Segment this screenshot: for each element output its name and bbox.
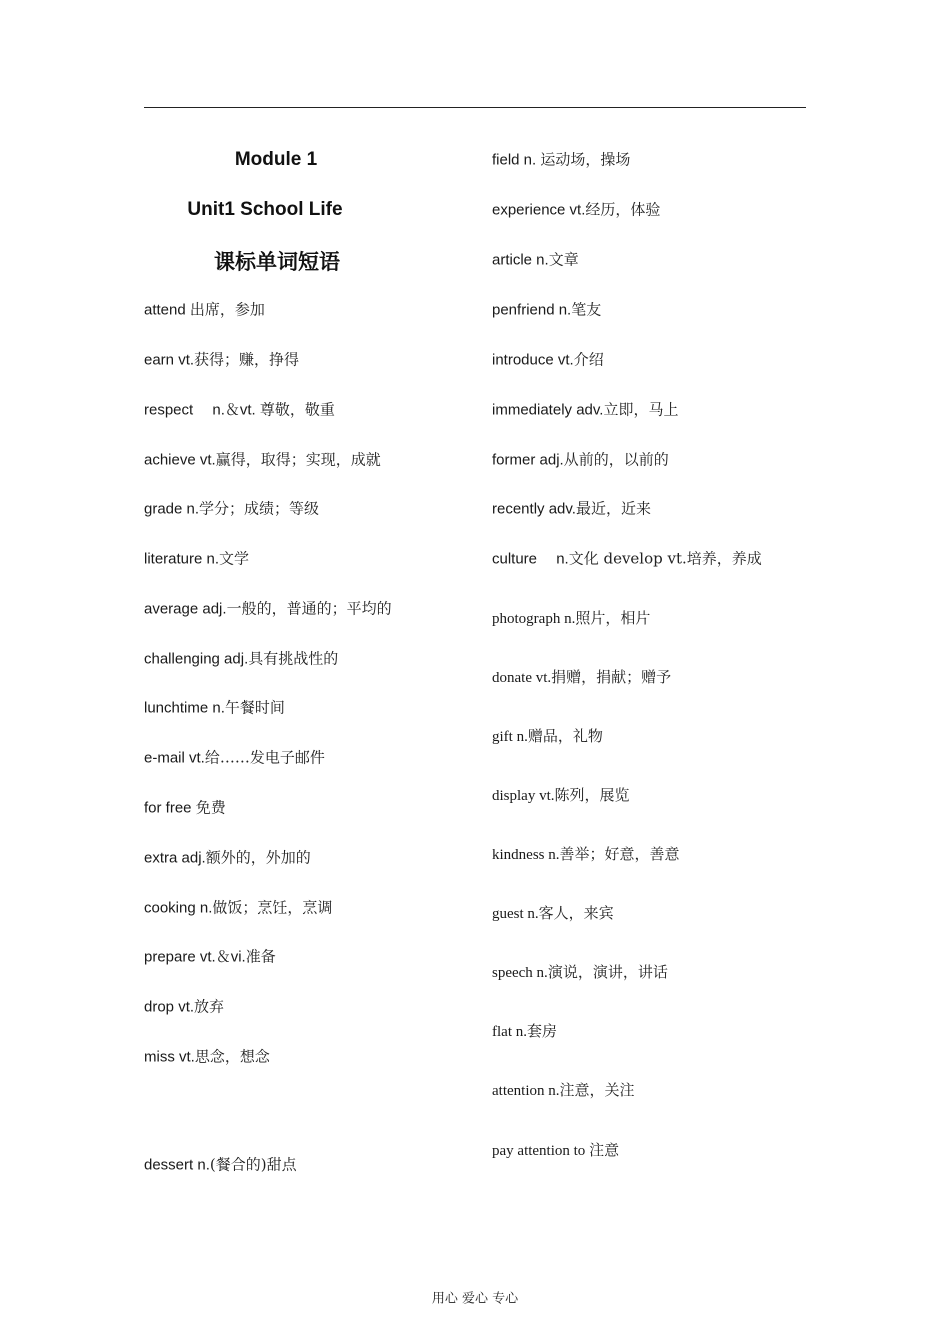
vocab-word: donate vt. bbox=[492, 670, 552, 686]
vocab-entry bbox=[144, 798, 226, 817]
vocab-word: for free bbox=[144, 799, 196, 817]
vocab-word: miss vt. bbox=[144, 1048, 195, 1066]
vocab-entry bbox=[492, 400, 679, 419]
vocab-entry bbox=[492, 788, 630, 804]
vocab-meaning: 放弃 bbox=[194, 997, 225, 1016]
vocab-word: gift n. bbox=[492, 729, 528, 745]
vocab-entry bbox=[144, 898, 333, 917]
vocab-entry bbox=[492, 1083, 635, 1099]
vocab-meaning: 注意 bbox=[589, 1141, 620, 1159]
vocab-meaning: 获得；赚，挣得 bbox=[194, 350, 300, 369]
vocab-meaning: 赠品，礼物 bbox=[527, 727, 603, 745]
vocab-word: extra adj. bbox=[144, 849, 206, 867]
vocab-word: flat n. bbox=[492, 1024, 527, 1040]
vocab-entry bbox=[492, 499, 651, 518]
vocab-meaning: 套房 bbox=[527, 1022, 558, 1040]
vocab-meaning: 学分；成绩；等级 bbox=[199, 499, 320, 518]
section-title: 课标单词短语 bbox=[214, 250, 340, 274]
vocab-entry bbox=[144, 549, 250, 568]
vocab-entry bbox=[144, 848, 311, 867]
vocab-entry bbox=[492, 250, 579, 269]
vocab-word: earn vt. bbox=[144, 351, 195, 369]
vocab-entry bbox=[144, 748, 325, 767]
vocab-meaning: 赢得，取得；实现，成就 bbox=[215, 450, 381, 469]
module-title: Module 1 bbox=[234, 149, 318, 170]
vocab-meaning: 免费 bbox=[195, 798, 226, 817]
vocab-word: article n. bbox=[492, 251, 549, 269]
vocab-entry bbox=[492, 611, 650, 627]
vocab-word: field n. bbox=[492, 151, 541, 169]
vocab-word: guest n. bbox=[492, 906, 539, 922]
vocab-word: display vt. bbox=[492, 788, 555, 804]
vocab-entry bbox=[492, 906, 614, 922]
vocab-entry bbox=[492, 1024, 557, 1040]
vocab-word: grade n. bbox=[144, 500, 200, 518]
vocab-meaning: 笔友 bbox=[571, 300, 602, 319]
vocab-meaning: 介绍 bbox=[573, 350, 604, 369]
header-rule bbox=[144, 107, 806, 108]
vocab-entry bbox=[492, 549, 762, 568]
vocab-word: literature n. bbox=[144, 550, 220, 568]
vocab-meaning: 具有挑战性的 bbox=[248, 649, 339, 668]
vocab-word: culture n. bbox=[492, 550, 569, 568]
vocab-word: challenging adj. bbox=[144, 650, 249, 668]
vocab-word: lunchtime n. bbox=[144, 699, 225, 717]
vocab-meaning: 立即，马上 bbox=[603, 400, 679, 419]
vocab-word: drop vt. bbox=[144, 998, 195, 1016]
vocab-entry bbox=[144, 400, 335, 419]
vocab-meaning: 注意，关注 bbox=[559, 1081, 635, 1099]
vocab-entry bbox=[144, 698, 285, 717]
vocab-entry bbox=[492, 965, 668, 981]
vocab-word: speech n. bbox=[492, 965, 548, 981]
unit-title: Unit1 School Life bbox=[187, 199, 343, 220]
vocab-word: e-mail vt. bbox=[144, 749, 205, 767]
vocab-meaning: 准备 bbox=[245, 947, 276, 966]
vocab-meaning: 照片，相片 bbox=[575, 609, 651, 627]
vocab-meaning: 尊敬，敬重 bbox=[259, 400, 335, 419]
vocab-meaning: 运动场，操场 bbox=[540, 150, 631, 169]
page-footer: 用心 爱心 专心 bbox=[431, 1291, 519, 1307]
vocab-meaning: 文学 bbox=[219, 549, 250, 568]
vocab-meaning: 额外的，外加的 bbox=[205, 848, 311, 867]
vocab-entry bbox=[144, 947, 276, 966]
vocab-meaning: 文化 develop vt.培养，养成 bbox=[568, 549, 762, 568]
vocab-entry bbox=[144, 450, 381, 469]
vocab-entry bbox=[144, 997, 225, 1016]
vocab-entry bbox=[144, 350, 300, 369]
vocab-meaning: 一般的，普通的；平均的 bbox=[226, 599, 392, 618]
vocab-word: recently adv. bbox=[492, 500, 576, 518]
vocab-meaning: (餐合的)甜点 bbox=[209, 1155, 297, 1174]
vocab-meaning: 做饭；烹饪，烹调 bbox=[212, 898, 333, 917]
vocab-entry bbox=[144, 1155, 297, 1174]
vocab-entry bbox=[492, 150, 631, 169]
vocab-entry bbox=[492, 350, 604, 369]
vocab-meaning: 思念，想念 bbox=[194, 1047, 270, 1066]
vocab-word: pay attention to bbox=[492, 1143, 590, 1159]
vocab-word: average adj. bbox=[144, 600, 227, 618]
vocab-meaning: 捐赠，捐献；赠予 bbox=[551, 668, 672, 686]
vocab-word: prepare vt.＆vi. bbox=[144, 948, 246, 966]
vocab-entry bbox=[144, 300, 265, 319]
vocab-entry bbox=[492, 450, 669, 469]
vocab-word: introduce vt. bbox=[492, 351, 574, 369]
vocab-entry bbox=[144, 1047, 270, 1066]
vocab-entry bbox=[144, 599, 392, 618]
vocab-meaning: 最近，近来 bbox=[575, 499, 651, 518]
vocab-word: dessert n. bbox=[144, 1156, 210, 1174]
vocab-word: photograph n. bbox=[492, 611, 576, 627]
vocab-meaning: 从前的，以前的 bbox=[563, 450, 669, 469]
vocab-word: former adj. bbox=[492, 451, 564, 469]
vocab-meaning: 午餐时间 bbox=[224, 698, 285, 717]
vocab-meaning: 陈列，展览 bbox=[554, 786, 630, 804]
vocab-entry bbox=[492, 670, 671, 686]
vocab-meaning: 善举；好意，善意 bbox=[559, 845, 680, 863]
vocab-entry bbox=[144, 649, 339, 668]
vocab-entry bbox=[492, 200, 661, 219]
vocab-word: attention n. bbox=[492, 1083, 560, 1099]
vocab-word: achieve vt. bbox=[144, 451, 216, 469]
vocab-entry bbox=[144, 499, 320, 518]
vocab-meaning: 给……发电子邮件 bbox=[204, 748, 325, 767]
vocab-meaning: 演说，演讲，讲话 bbox=[547, 963, 668, 981]
vocab-entry bbox=[492, 847, 680, 863]
vocab-word: kindness n. bbox=[492, 847, 560, 863]
vocab-word: immediately adv. bbox=[492, 401, 604, 419]
vocab-entry bbox=[492, 300, 602, 319]
vocab-entry bbox=[492, 1143, 619, 1159]
vocab-meaning: 经历，体验 bbox=[585, 200, 661, 219]
vocab-word: penfriend n. bbox=[492, 301, 572, 319]
vocab-meaning: 客人，来宾 bbox=[538, 904, 614, 922]
vocab-meaning: 文章 bbox=[548, 250, 579, 269]
vocab-meaning: 出席，参加 bbox=[189, 300, 265, 319]
vocab-word: respect n.＆vt. bbox=[144, 401, 260, 419]
vocab-word: cooking n. bbox=[144, 899, 213, 917]
vocab-entry bbox=[492, 729, 603, 745]
vocab-word: attend bbox=[144, 301, 190, 319]
vocab-word: experience vt. bbox=[492, 201, 586, 219]
